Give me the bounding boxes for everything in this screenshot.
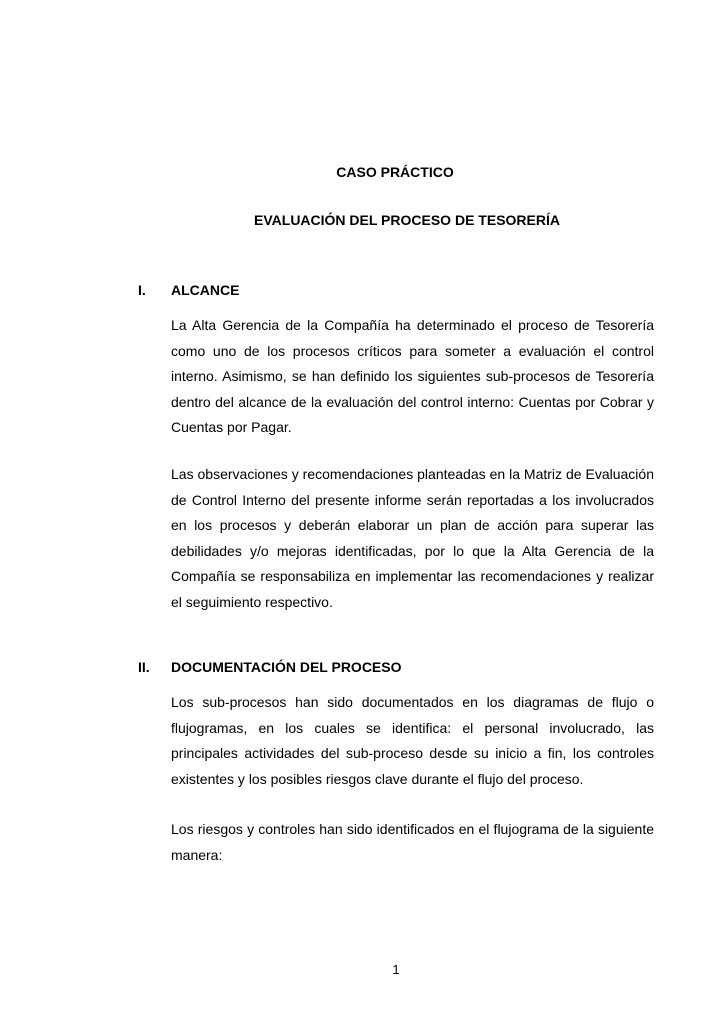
paragraph: Las observaciones y recomendaciones planteadas en la Matriz de Evaluación de Control Interno del presente informe serán reportadas a los involucrados en los procesos y deberán elaborar un plan de acción para superar las debilidades y/o mejoras identificadas, por lo que la Alta Gerencia de la Compañía se responsabiliza en implementar las recomendaciones y realizar el seguimiento respectivo. — [171, 466, 654, 610]
document-title: CASO PRÁCTICO — [336, 164, 454, 180]
document-subtitle: EVALUACIÓN DEL PROCESO DE TESORERÍA — [254, 212, 560, 228]
page-number: 1 — [392, 962, 400, 977]
paragraph: Los riesgos y controles han sido identificados en el flujograma de la siguiente manera: — [171, 821, 654, 863]
section-number: II. — [138, 659, 150, 675]
paragraph: La Alta Gerencia de la Compañía ha determinado el proceso de Tesorería como uno de los procesos críticos para someter a evaluación el control interno. Asimismo, se han definido los siguientes sub-procesos de Tesorería dentro del alcance de la evaluación del control interno: Cuentas por Cobrar y Cuentas por Pagar. — [171, 317, 654, 436]
section-title: DOCUMENTACIÓN DEL PROCESO — [171, 659, 402, 675]
section-title: ALCANCE — [171, 282, 240, 298]
section-number: I. — [138, 282, 146, 298]
paragraph: Los sub-procesos han sido documentados en los diagramas de flujo o flujogramas, en los cuales se identifica: el personal involucrado, las principales actividades del sub-proceso desde su inicio a fin, los controles existentes y los posibles riesgos clave durante el flujo del proceso. — [171, 694, 654, 787]
